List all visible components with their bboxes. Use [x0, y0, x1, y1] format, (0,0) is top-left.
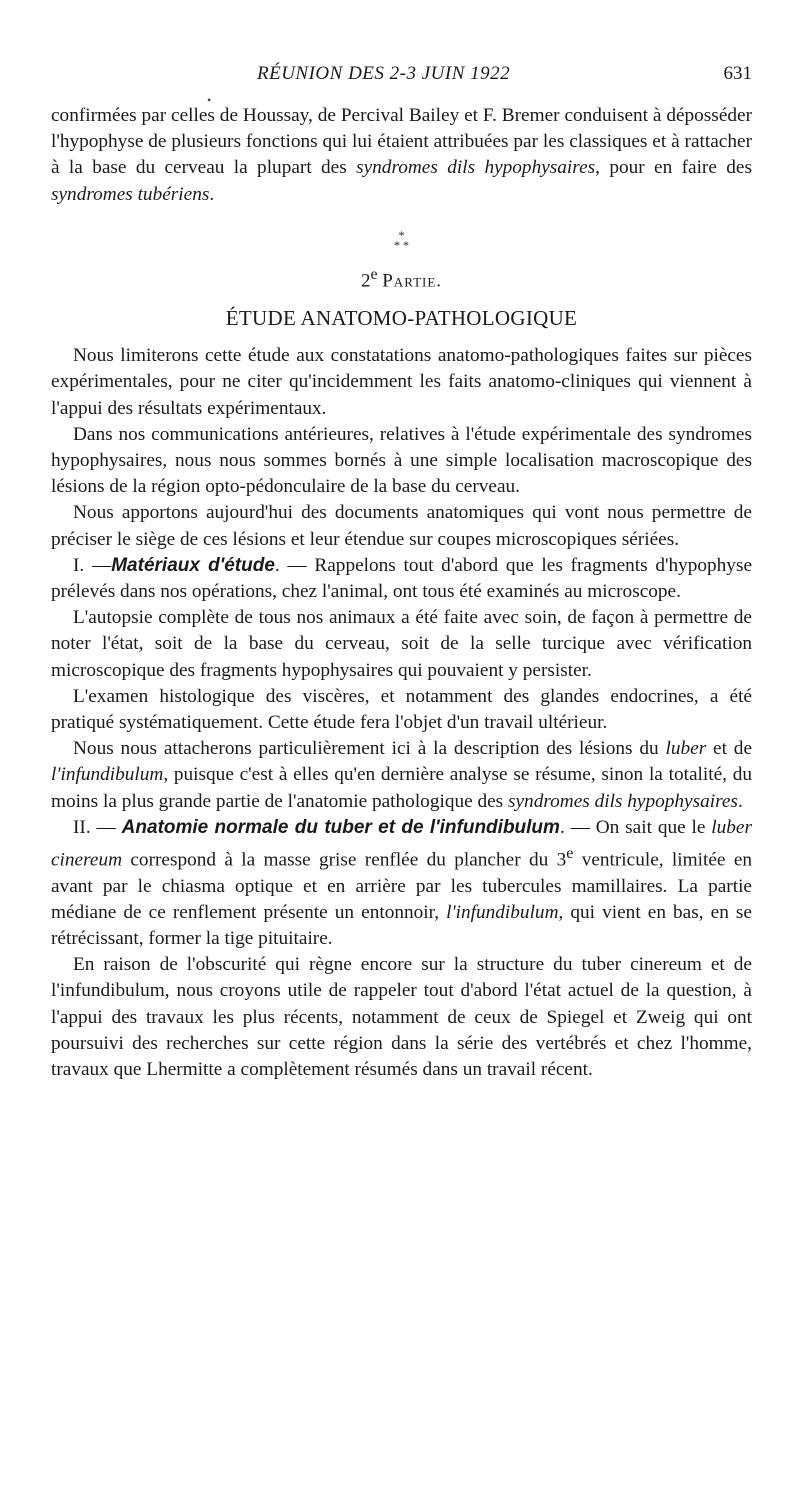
paragraph-9: En raison de l'obscurité qui règne encore sur la structure du tuber cinereum et de l'infundibulum, nous croyons utile de rappeler tout d'abord l'état actuel de la question, à l'appui des travaux les plus récents, notamment de ceux de Spiegel et Zweig qui ont poursuivi des recherches sur cette région dans la série des vertébrés et chez l'homme, travaux que Lhermitte a complètement résumés dans un travail récent. [51, 954, 752, 1081]
separator-bottom-stars: * * [394, 237, 409, 252]
separator-top-star: * [398, 227, 405, 242]
part-heading: 2e Partie. [360, 265, 443, 292]
running-title: RÉUNION DES 2-3 JUIN 1922 [257, 63, 511, 84]
section-1-title: Matériaux d'étude [111, 554, 275, 576]
intro-paragraph: confirmées par celles de Houssay, de Percival Bailey et F. Bremer conduisent à déposséder l'hypophyse de plusieurs fonctions qui lui étaient attribuées par les classiques et à rattacher à la base du cerveau la plupart des syndromes dils hypophysaires, pour en faire des syndromes tubériens. [51, 105, 752, 205]
paragraph-6: L'examen histologique des viscères, et notamment des glandes endocrines, a été pratiqué systématiquement. Cette étude fera l'objet d'un travail ultérieur. [51, 685, 752, 733]
document-page [0, 63, 800, 1485]
paragraph-2: Dans nos communications antérieures, relatives à l'étude expérimentale des syndromes hypophysaires, nous nous sommes bornés à une simple localisation macroscopique des lésions de la région opto-pédonculaire de la base du cerveau. [51, 423, 752, 498]
paragraph-1: Nous limiterons cette étude aux constatations anatomo-pathologiques faites sur pièces expérimentales, pour ne citer qu'incidemment les faits anatomo-cliniques qui viennent à l'appui des résultats expérimentaux. [51, 345, 752, 419]
page-header [51, 63, 752, 91]
paragraph-3: Nous apportons aujourd'hui des documents anatomiques qui vont nous permettre de préciser le siège de ces lésions et leur étendue sur coupes microscopiques sériées. [51, 502, 752, 550]
paragraph-5: L'autopsie complète de tous nos animaux a été faite avec soin, de façon à permettre de noter l'état, soit de la base du cerveau, soit de la selle turcique avec vérification microscopique des fragments hypophysaires qui pouvaient y persister. [51, 607, 752, 681]
section-1-paragraph: I. —Matériaux d'étude. — Rappelons tout d'abord que les fragments d'hypophyse prélevés dans nos opérations, chez l'animal, ont tous été examinés au microscope. [51, 554, 753, 602]
section-separator [51, 227, 752, 252]
paragraph-7: Nous nous attacherons particulièrement ici à la description des lésions du luber et de l'infundibulum, puisque c'est à elles qu'en dernière analyse se résume, sinon la totalité, du moins la plus grande partie de l'anatomie pathologique des syndromes dils hypophysaires. [51, 738, 753, 812]
printer-mark: • [207, 93, 212, 107]
section-2-title: Anatomie normale du tuber et de l'infundibulum [121, 816, 560, 838]
section-2-paragraph: II. — Anatomie normale du tuber et de l'infundibulum. — On sait que le luber cinereum correspond à la masse grise renflée du plancher du 3e ventricule, limitée en avant par le chiasma optique et en arrière par les tubercules mamillaires. La partie médiane de ce renflement présente un entonnoir, l'infundibulum, qui vient en bas, en se rétrécissant, former la tige pituitaire. [51, 816, 753, 950]
page-number: 631 [723, 63, 752, 84]
part-title: ÉTUDE ANATOMO-PATHOLOGIQUE [225, 306, 578, 331]
